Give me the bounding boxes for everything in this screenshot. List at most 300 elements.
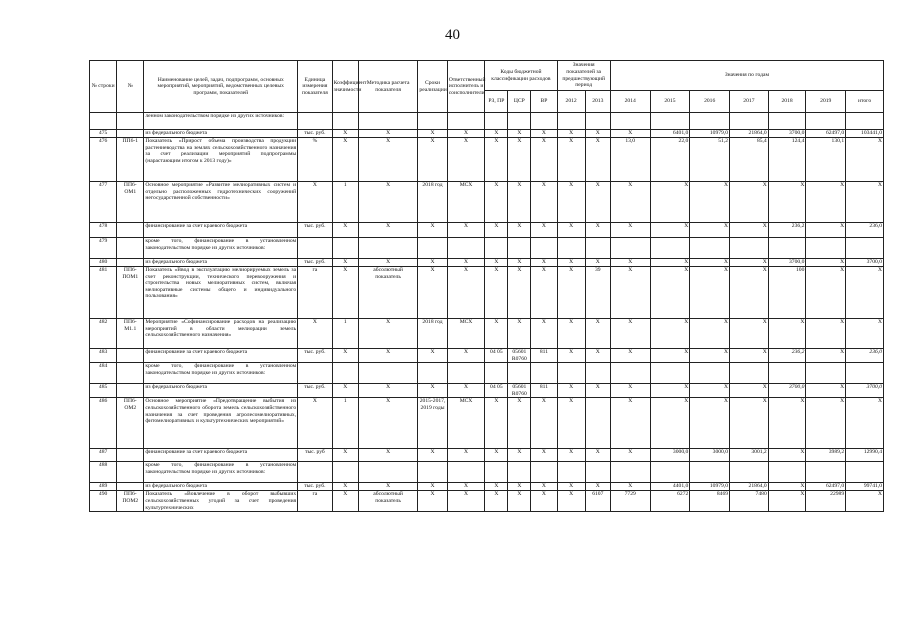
row-2017: 85,4 xyxy=(730,138,769,182)
row-2018: 3700,0 xyxy=(768,259,806,267)
header-previous-period: Значения показателей за предшествующий период xyxy=(557,61,610,91)
row-rz: 04 05 xyxy=(485,349,508,363)
row-coef xyxy=(332,113,358,130)
row-2012: Х xyxy=(557,259,585,267)
row-csr: Х xyxy=(508,398,531,449)
row-method xyxy=(358,363,418,384)
row-name: Показатель «Ввод в эксплуатацию мелиорируемых земель за счет реконструкции, технического перевооружения и строительства новых мелиоративных систем, включая мелиоративные системы общего и индивидуального пользования» xyxy=(144,267,298,319)
row-2016: Х xyxy=(690,319,730,349)
row-method: Х xyxy=(358,449,418,462)
row-unit: тыс. руб. xyxy=(298,223,333,238)
row-2018: Х xyxy=(768,398,806,449)
row-unit: тыс. руб. xyxy=(298,349,333,363)
row-code xyxy=(117,363,144,384)
row-terms: Х xyxy=(418,138,447,182)
row-2014: Х xyxy=(610,223,650,238)
row-csr xyxy=(508,113,531,130)
row-responsible xyxy=(447,363,485,384)
row-vr: Х xyxy=(531,182,557,223)
row-coef: 1 xyxy=(332,182,358,223)
row-csr: Х xyxy=(508,138,531,182)
row-code xyxy=(117,223,144,238)
row-terms xyxy=(418,113,447,130)
row-2012: Х xyxy=(557,384,585,398)
table-row xyxy=(90,130,884,138)
row-rz xyxy=(485,462,508,483)
row-2013 xyxy=(585,363,610,384)
row-2015: Х xyxy=(650,182,690,223)
program-table xyxy=(89,60,884,512)
row-2018 xyxy=(768,238,806,259)
row-2019 xyxy=(806,113,846,130)
row-code: ПП6-ОМ2 xyxy=(117,398,144,449)
table-row xyxy=(90,238,884,259)
row-csr: Х xyxy=(508,319,531,349)
table-row xyxy=(90,349,884,363)
row-name: из федерального бюджета xyxy=(144,384,298,398)
row-responsible: Х xyxy=(447,384,485,398)
row-2017 xyxy=(730,363,769,384)
row-2017: 21864,0 xyxy=(730,483,769,491)
row-method xyxy=(358,462,418,483)
row-2013: Х xyxy=(585,483,610,491)
row-method: Х xyxy=(358,138,418,182)
row-responsible: МСХ xyxy=(447,182,485,223)
table-row xyxy=(90,259,884,267)
row-coef: Х xyxy=(332,491,358,512)
header-values-by-year: Значения по годам xyxy=(610,61,883,91)
row-coef: Х xyxy=(332,259,358,267)
row-terms: Х xyxy=(418,259,447,267)
row-name: кроме того, финансирование в установленном законодательством порядке из других источников: xyxy=(144,363,298,384)
row-2018: 236,2 xyxy=(768,223,806,238)
row-name: Показатель «Прирост объема производства продукции растениеводства на землях сельскохозяйственного назначения за счет реализации мероприятий подпрограммы (нарастающим итогом к 2013 году)» xyxy=(144,138,298,182)
row-csr xyxy=(508,363,531,384)
row-total xyxy=(846,462,884,483)
row-2016: Х xyxy=(690,384,730,398)
row-coef: Х xyxy=(332,267,358,319)
row-rz: Х xyxy=(485,267,508,319)
row-unit: га xyxy=(298,491,333,512)
row-number xyxy=(90,113,117,130)
row-method: Х xyxy=(358,483,418,491)
row-vr xyxy=(531,113,557,130)
row-2015 xyxy=(650,113,690,130)
row-name: финансирование за счет краевого бюджета xyxy=(144,349,298,363)
row-csr: Х xyxy=(508,182,531,223)
row-2019 xyxy=(806,363,846,384)
header-row-no: № строки xyxy=(90,61,117,113)
row-2016: Х xyxy=(690,267,730,319)
row-number: 479 xyxy=(90,238,117,259)
row-2017: Х xyxy=(730,319,769,349)
header-vr: ВР xyxy=(531,91,557,113)
row-2018: Х xyxy=(768,483,806,491)
row-coef: 1 xyxy=(332,398,358,449)
row-number: 481 xyxy=(90,267,117,319)
row-unit: тыс. руб. xyxy=(298,259,333,267)
row-number: 488 xyxy=(90,462,117,483)
row-rz: Х xyxy=(485,182,508,223)
row-2018: 124,4 xyxy=(768,138,806,182)
table-body xyxy=(90,113,884,512)
row-total: Х xyxy=(846,138,884,182)
row-name: Показатель «Вовлечение в оборот выбывших сельскохозяйственных угодий за счет проведения культуртехнических xyxy=(145,491,297,511)
row-2017: Х xyxy=(730,267,769,319)
row-unit: тыс. руб. xyxy=(298,483,333,491)
row-code xyxy=(117,130,144,138)
row-responsible: Х xyxy=(447,491,485,512)
row-2012: Х xyxy=(557,398,585,449)
row-responsible: Х xyxy=(447,223,485,238)
row-2015: Х xyxy=(650,223,690,238)
row-csr: Х xyxy=(508,449,531,462)
row-2013: Х xyxy=(585,138,610,182)
row-2018: Х xyxy=(768,491,806,512)
row-2015: Х xyxy=(650,259,690,267)
row-total: 3700,0 xyxy=(846,259,884,267)
row-name: Основное мероприятие «Развитие мелиоративных систем и отдельно расположенных гидротехнических сооружений негосударственной собственности» xyxy=(144,182,298,223)
table-row xyxy=(90,384,884,398)
row-rz xyxy=(485,363,508,384)
row-code xyxy=(117,259,144,267)
row-coef: Х xyxy=(332,138,358,182)
table-row xyxy=(90,182,884,223)
row-2019 xyxy=(806,462,846,483)
row-unit: Х xyxy=(298,319,333,349)
row-2014: 7729 xyxy=(610,491,650,512)
row-rz: Х xyxy=(485,319,508,349)
table-row xyxy=(90,491,884,512)
row-csr: Х xyxy=(508,259,531,267)
row-coef xyxy=(332,462,358,483)
header-2013: 2013 xyxy=(585,91,610,113)
row-number: 475 xyxy=(90,130,117,138)
header-2018: 2018 xyxy=(768,91,806,113)
row-responsible: Х xyxy=(447,259,485,267)
row-2012: Х xyxy=(557,449,585,462)
row-rz: Х xyxy=(485,398,508,449)
row-number: 480 xyxy=(90,259,117,267)
row-2013: Х xyxy=(585,384,610,398)
row-total: Х xyxy=(846,267,884,319)
row-method: Х xyxy=(358,223,418,238)
row-responsible: МСХ xyxy=(447,319,485,349)
row-2016: 3000,0 xyxy=(690,449,730,462)
row-2016: 8469 xyxy=(690,491,730,512)
row-total: Х xyxy=(846,182,884,223)
row-2015 xyxy=(650,238,690,259)
row-coef xyxy=(332,238,358,259)
row-2013: Х xyxy=(585,349,610,363)
row-2012: Х xyxy=(557,319,585,349)
row-csr: 05601 R0760 xyxy=(508,384,531,398)
row-responsible: Х xyxy=(447,449,485,462)
row-terms: 2015-2017, 2019 годы xyxy=(418,398,447,449)
header-method: Методика расчета показателя xyxy=(358,61,418,113)
row-rz xyxy=(485,113,508,130)
row-responsible xyxy=(447,238,485,259)
row-rz: Х xyxy=(485,138,508,182)
table-row xyxy=(90,113,884,130)
row-2014: Х xyxy=(610,449,650,462)
row-code: ПП6-ОМ1 xyxy=(117,182,144,223)
row-name: из федерального бюджета xyxy=(144,259,298,267)
row-vr: Х xyxy=(531,130,557,138)
row-2017: 3001,2 xyxy=(730,449,769,462)
row-method: Х xyxy=(358,319,418,349)
row-vr: Х xyxy=(531,319,557,349)
row-method: абсолютный показатель xyxy=(358,491,418,512)
row-2015: 3000,0 xyxy=(650,449,690,462)
row-2015: 6401,0 xyxy=(650,130,690,138)
row-2013: Х xyxy=(585,182,610,223)
row-2019: 130,1 xyxy=(806,138,846,182)
row-name: ленном законодательством порядке из других источников: xyxy=(144,113,298,130)
row-2015: Х xyxy=(650,398,690,449)
row-2017: 7480 xyxy=(730,491,769,512)
row-responsible: Х xyxy=(447,130,485,138)
table-header xyxy=(90,61,884,113)
row-number: 477 xyxy=(90,182,117,223)
row-2017 xyxy=(730,462,769,483)
header-terms: Сроки реализации xyxy=(418,61,447,113)
row-2019: Х xyxy=(806,398,846,449)
row-2014 xyxy=(610,462,650,483)
row-2018: 100 xyxy=(768,267,806,319)
row-responsible: Х xyxy=(447,483,485,491)
row-terms xyxy=(418,363,447,384)
row-responsible: Х xyxy=(447,349,485,363)
row-2019: Х xyxy=(806,259,846,267)
row-unit xyxy=(298,462,333,483)
row-2014: Х xyxy=(610,349,650,363)
row-vr: Х xyxy=(531,267,557,319)
row-2012 xyxy=(557,113,585,130)
row-2018: 236,2 xyxy=(768,349,806,363)
row-code xyxy=(117,483,144,491)
row-2012: Х xyxy=(557,182,585,223)
table-row xyxy=(90,483,884,491)
row-responsible: Х xyxy=(447,267,485,319)
row-2015: 6272 xyxy=(650,491,690,512)
header-code: № xyxy=(117,61,144,113)
table-row xyxy=(90,138,884,182)
row-vr: Х xyxy=(531,491,557,512)
row-2017: Х xyxy=(730,223,769,238)
header-2014: 2014 xyxy=(610,91,650,113)
row-number: 485 xyxy=(90,384,117,398)
row-coef: Х xyxy=(332,384,358,398)
row-2013: Х xyxy=(585,319,610,349)
header-2017: 2017 xyxy=(730,91,769,113)
row-total: 236,0 xyxy=(846,223,884,238)
header-coef: Коэффициент значимости xyxy=(332,61,358,113)
row-vr: Х xyxy=(531,138,557,182)
row-terms xyxy=(418,462,447,483)
row-2013: Х xyxy=(585,259,610,267)
row-2017 xyxy=(730,113,769,130)
row-2014: Х xyxy=(610,398,650,449)
row-2016 xyxy=(690,363,730,384)
row-number: 490 xyxy=(90,491,117,512)
row-2014 xyxy=(610,363,650,384)
row-2015: Х xyxy=(650,349,690,363)
row-2012: Х xyxy=(557,483,585,491)
row-unit xyxy=(298,363,333,384)
row-code xyxy=(117,113,144,130)
row-2013: 39 xyxy=(585,267,610,319)
row-method: абсолютный показатель xyxy=(358,267,418,319)
row-csr: 05601 R0760 xyxy=(508,349,531,363)
row-2015: Х xyxy=(650,319,690,349)
row-2014: Х xyxy=(610,182,650,223)
row-terms: Х xyxy=(418,267,447,319)
row-total: Х xyxy=(846,319,884,349)
row-csr: Х xyxy=(508,483,531,491)
header-2015: 2015 xyxy=(650,91,690,113)
row-unit: га xyxy=(298,267,333,319)
row-2013: Х xyxy=(585,223,610,238)
row-coef: Х xyxy=(332,483,358,491)
header-2019: 2019 xyxy=(806,91,846,113)
row-vr xyxy=(531,363,557,384)
row-2019: 62497,0 xyxy=(806,483,846,491)
row-terms: Х xyxy=(418,483,447,491)
header-rz: РЗ, ПР xyxy=(485,91,508,113)
row-2014: Х xyxy=(610,319,650,349)
row-2014: Х xyxy=(610,384,650,398)
row-unit: % xyxy=(298,138,333,182)
row-total: 99741,0 xyxy=(846,483,884,491)
row-name: финансирование за счет краевого бюджета xyxy=(144,449,298,462)
row-2013 xyxy=(585,113,610,130)
row-responsible xyxy=(447,462,485,483)
table-row xyxy=(90,267,884,319)
row-rz: Х xyxy=(485,491,508,512)
row-2017: 21864,0 xyxy=(730,130,769,138)
row-2013: Х xyxy=(585,130,610,138)
row-terms xyxy=(418,238,447,259)
row-2012 xyxy=(557,238,585,259)
row-number: 489 xyxy=(90,483,117,491)
header-2016: 2016 xyxy=(690,91,730,113)
row-csr: Х xyxy=(508,491,531,512)
row-rz: Х xyxy=(485,483,508,491)
row-2012: Х xyxy=(557,491,585,512)
row-csr: Х xyxy=(508,267,531,319)
row-2018: Х xyxy=(768,182,806,223)
row-coef: Х xyxy=(332,349,358,363)
row-rz: 04 05 xyxy=(485,384,508,398)
row-2015: 22,0 xyxy=(650,138,690,182)
row-terms: Х xyxy=(418,349,447,363)
row-method: Х xyxy=(358,398,418,449)
row-2019: Х xyxy=(806,223,846,238)
row-2016: Х xyxy=(690,259,730,267)
row-name: финансирование за счет краевого бюджета xyxy=(144,223,298,238)
row-code xyxy=(117,449,144,462)
row-total: 236,0 xyxy=(846,349,884,363)
row-2019: 3989,2 xyxy=(806,449,846,462)
row-code: ПП6-М1.1 xyxy=(117,319,144,349)
row-coef: Х xyxy=(332,449,358,462)
header-2012: 2012 xyxy=(557,91,585,113)
row-2013 xyxy=(585,398,610,449)
row-coef: Х xyxy=(332,223,358,238)
row-total: 3700,0 xyxy=(846,384,884,398)
row-2019: Х xyxy=(806,267,846,319)
row-2015 xyxy=(650,363,690,384)
row-2016 xyxy=(690,462,730,483)
row-2016 xyxy=(690,113,730,130)
row-name: из федерального бюджета xyxy=(144,483,298,491)
row-2018 xyxy=(768,363,806,384)
row-2019: Х xyxy=(806,384,846,398)
row-method: Х xyxy=(358,130,418,138)
row-2016 xyxy=(690,238,730,259)
row-name: Мероприятие «Софинансирование расходов на реализацию мероприятий в области мелиорации земель сельскохозяйственного назначения» xyxy=(144,319,298,349)
row-2012 xyxy=(557,363,585,384)
table-row xyxy=(90,319,884,349)
header-csr: ЦСР xyxy=(508,91,531,113)
row-total: Х xyxy=(846,398,884,449)
row-total: 12990,4 xyxy=(846,449,884,462)
row-2017: Х xyxy=(730,384,769,398)
row-2018 xyxy=(768,462,806,483)
row-name: из федерального бюджета xyxy=(144,130,298,138)
row-unit: тыс. руб. xyxy=(298,384,333,398)
row-2016: Х xyxy=(690,182,730,223)
row-rz: Х xyxy=(485,259,508,267)
row-terms: 2018 год xyxy=(418,182,447,223)
row-2012: Х xyxy=(557,223,585,238)
row-unit: Х xyxy=(298,182,333,223)
row-number: 482 xyxy=(90,319,117,349)
row-2018 xyxy=(768,113,806,130)
row-2017 xyxy=(730,238,769,259)
row-rz: Х xyxy=(485,223,508,238)
row-csr: Х xyxy=(508,130,531,138)
row-code: ПП6-ПОМ1 xyxy=(117,267,144,319)
page-number: 40 xyxy=(445,27,460,43)
header-budget-codes: Коды бюджетной классификации расходов xyxy=(485,61,557,91)
row-terms: Х xyxy=(418,491,447,512)
row-2014 xyxy=(610,238,650,259)
row-rz xyxy=(485,238,508,259)
row-2014: Х xyxy=(610,259,650,267)
row-2016: Х xyxy=(690,398,730,449)
row-name: кроме того, финансирование в установленном законодательством порядке из других источников: xyxy=(144,462,298,483)
row-coef xyxy=(332,363,358,384)
row-code: ПП6-ПОМ2 xyxy=(117,491,144,512)
row-2013 xyxy=(585,238,610,259)
header-name: Наименование целей, задач, подпрограмм, основных мероприятий, мероприятий, ведомственных целевых программ, показателей xyxy=(144,61,298,113)
row-2015: 4401,0 xyxy=(650,483,690,491)
row-number: 478 xyxy=(90,223,117,238)
row-csr xyxy=(508,462,531,483)
row-unit xyxy=(298,238,333,259)
row-2019 xyxy=(806,238,846,259)
row-2018: Х xyxy=(768,319,806,349)
row-unit: Х xyxy=(298,398,333,449)
table-row xyxy=(90,363,884,384)
row-2019: 62497,0 xyxy=(806,130,846,138)
row-unit xyxy=(298,113,333,130)
row-2012: Х xyxy=(557,349,585,363)
row-total xyxy=(846,113,884,130)
row-vr: Х xyxy=(531,223,557,238)
